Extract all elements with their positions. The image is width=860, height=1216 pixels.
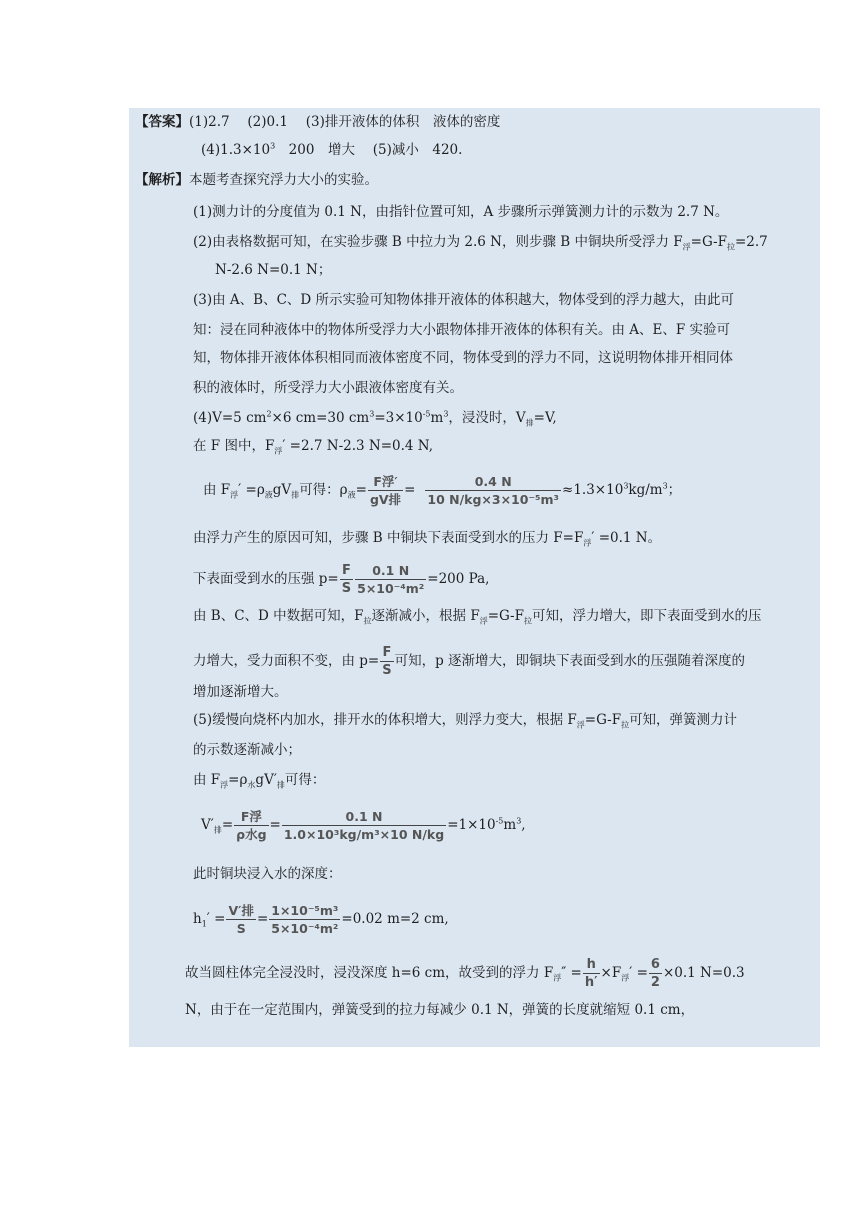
paragraph-3-line-2: 知：浸在同种液体中的物体所受浮力大小跟物体排开液体的体积有关。由 A、E、F 实验可 [193, 322, 731, 338]
paragraph-5-line-2: 的示数逐渐减小； [193, 742, 301, 758]
content-panel [129, 108, 820, 1047]
pressure-fraction-symbolic: $\frac{F}{S}$ [341, 563, 352, 596]
analysis-label: 【解析】 [135, 172, 189, 188]
density-fraction-symbolic: $\frac{\text{F浮′}}{\text{gV排}}$ [369, 474, 402, 507]
answer-label: 【答案】 [135, 114, 189, 130]
ratio-numeric-fraction: $\frac{6}{2}$ [650, 957, 660, 990]
paragraph-5-final-line-2: N，由于在一定范围内，弹簧受到的拉力每减少 0.1 N，弹簧的长度就缩短 0.1 cm， [185, 1002, 695, 1018]
density-formula: 由 $F_浮' =\rho_液gV_排$可得：$\rho_液=$ $\frac{\text{F浮′}}{\text{gV排}}$ = $\frac{0.4 N}{\text{10 N/kg×3×10⁻⁵m³}}$ $\approx 1.3\times 10^3kg/m^3$； [203, 474, 682, 507]
pressure-fraction-numeric: $\frac{0.1 N}{\text{5×10⁻⁴m²}}$ [357, 563, 425, 596]
pressure-force: 由浮力产生的原因可知，步骤 B 中铜块下表面受到水的压力 $F=F_浮' =0.1$ N。 [193, 530, 662, 548]
pressure-fraction-inline: $\frac{F}{S}$ [382, 645, 392, 678]
density-fraction-numeric: $\frac{0.4 N}{\text{10 N/kg×3×10⁻⁵m³}}$ [427, 474, 560, 507]
paragraph-5-final-line-1: 故当圆柱体完全浸没时，浸没深度 h=6 cm，故受到的浮力 $F_浮''$ = $\frac{h}{h'}$ $\times F_浮'$ = $\frac{6}{2}$ ×0.1 N=0.3 [185, 957, 745, 990]
paragraph-4-conclusion: 增加逐渐增大。 [193, 684, 288, 700]
paragraph-5-line-1: (5)缓慢向烧杯内加水，排开水的体积增大，则浮力变大，根据 $F_浮=G-F_拉$可知，弹簧测力计 [193, 712, 738, 730]
volume-fraction-symbolic: $\frac{\text{F浮}}{\text{ρ水g}}$ [236, 809, 267, 842]
paragraph-4-trend-line-2: 力增大，受力面积不变，由 p= $\frac{F}{S}$ 可知，p 逐渐增大，即铜块下表面受到水的压强随着深度的 [193, 645, 746, 678]
analysis-intro: 【解析】本题考查探究浮力大小的实验。 [135, 172, 378, 188]
paragraph-3-line-1: (3)由 A、B、C、D 所示实验可知物体排开液体的体积越大，物体受到的浮力越大，由此可 [193, 292, 735, 308]
paragraph-5-depth-intro: 此时铜块浸入水的深度： [193, 866, 342, 882]
volume-formula: $V'_排=$ $\frac{\text{F浮}}{\text{ρ水g}}$ = $\frac{0.1 N}{\text{1.0×10³kg/m³×10 N/kg}}$ $=1\times 10^{-5}m^3$, [201, 809, 526, 842]
answer-line-2: $(4)1.3\times 10^3$ 200 增大 (5)减小 420. [201, 141, 463, 158]
paragraph-5-line-3: 由 $F_浮=\rho_水gV'_排$可得： [193, 772, 326, 790]
depth-ratio-fraction: $\frac{h}{h'}$ [584, 957, 598, 990]
volume-fraction-numeric: $\frac{0.1 N}{\text{1.0×10³kg/m³×10 N/kg}}$ [283, 809, 445, 842]
paragraph-2-line-1: (2)由表格数据可知，在实验步骤 B 中拉力为 2.6 N，则步骤 B 中铜块所受浮力 $F_浮=G-F_拉=2.7$ [193, 234, 768, 252]
paragraph-2-line-2: N-2.6 N=0.1 N； [215, 262, 332, 278]
paragraph-1: (1)测力计的分度值为 0.1 N，由指针位置可知，A 步骤所示弹簧测力计的示数为 2.7 N。 [193, 204, 729, 220]
answer-line-1: 【答案】(1)2.7 (2)0.1 (3)排开液体的体积 液体的密度 [135, 114, 501, 130]
depth-fraction-numeric: $\frac{\text{1×10⁻⁵m³}}{\text{5×10⁻⁴m²}}$ [271, 903, 339, 936]
depth-formula: $h_1'$ = $\frac{\text{V′排}}{S}$ = $\frac{\text{1×10⁻⁵m³}}{\text{5×10⁻⁴m²}}$ =0.02 m=2 cm, [193, 903, 449, 936]
paragraph-4-trend-line-1: 由 B、C、D 中数据可知，$F_拉$逐渐减小，根据 $F_浮=G-F_拉$可知，浮力增大，即下表面受到水的压 [193, 608, 762, 626]
depth-fraction-symbolic: $\frac{\text{V′排}}{S}$ [228, 903, 254, 936]
paragraph-4-volume: (4)V=5 $cm^2\times 6$ cm=30 $cm^3=3\times 10^{-5}m^3$，浸没时，$V_排=V$, [193, 409, 557, 428]
paragraph-3-line-4: 积的液体时，所受浮力大小跟液体密度有关。 [193, 380, 463, 396]
pressure-formula: 下表面受到水的压强 p= $\frac{F}{S}$ $\frac{0.1 N}{\text{5×10⁻⁴m²}}$ =200 Pa, [193, 563, 490, 596]
paragraph-3-line-3: 知，物体排开液体体积相同而液体密度不同，物体受到的浮力不同，这说明物体排开相同体 [193, 350, 733, 366]
paragraph-4-buoyancy-f: 在 F 图中，$F_浮' =2.7$ N-2.3 N=0.4 N, [193, 438, 434, 456]
